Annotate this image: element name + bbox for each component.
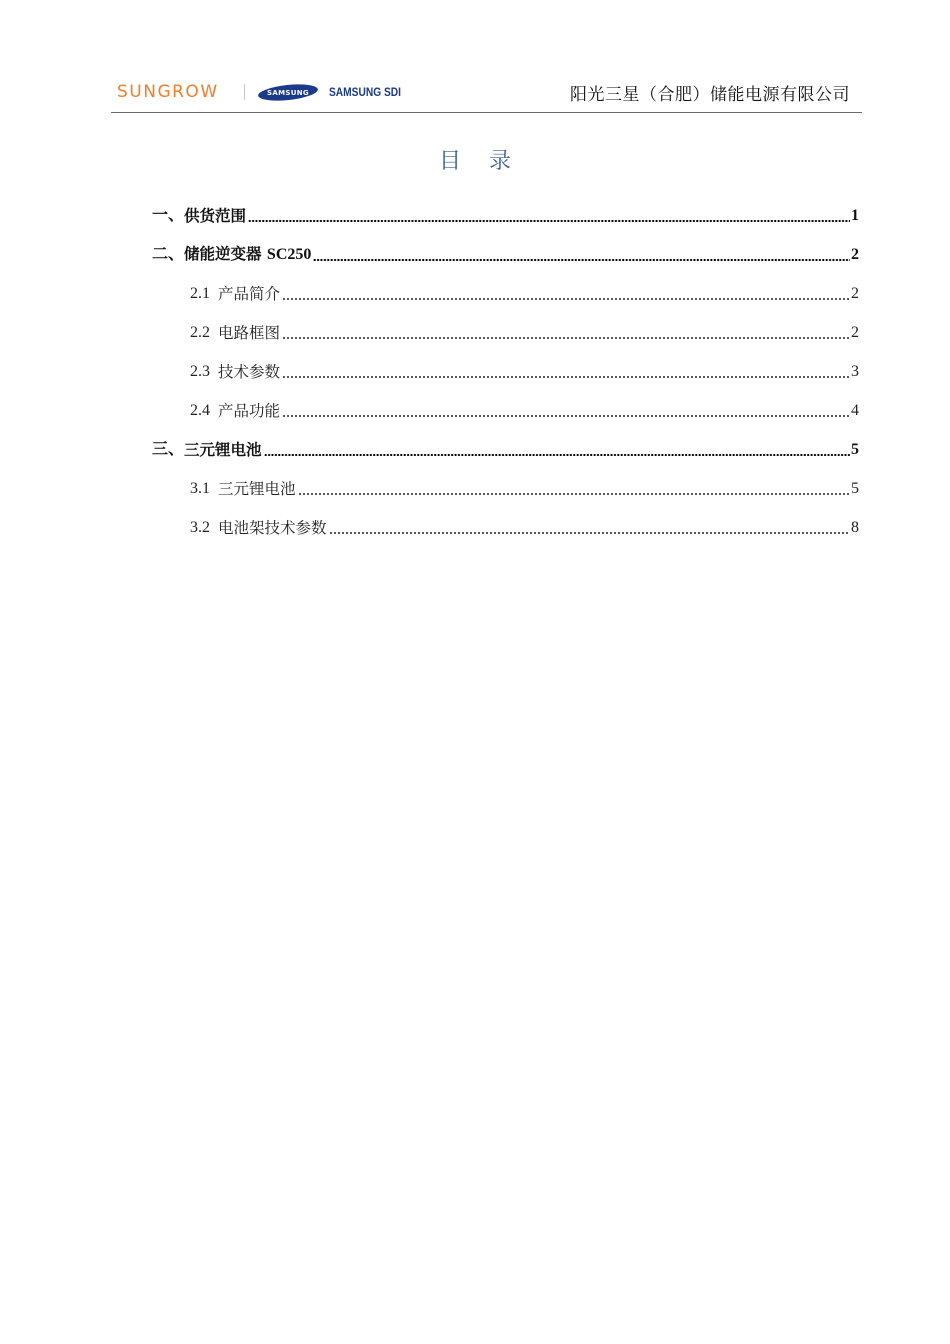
samsung-logo: [257, 82, 318, 103]
toc-entry-ternary-lithium-battery[interactable]: [152, 430, 859, 469]
dot-leader: [248, 205, 850, 227]
toc-title: [0, 146, 950, 178]
dot-leader: [282, 361, 850, 383]
toc-entry-product-intro[interactable]: [152, 274, 859, 313]
toc-entry-number: 3.1: [190, 479, 218, 497]
toc-list: [152, 196, 859, 547]
toc-entry-product-functions[interactable]: [152, 391, 859, 430]
toc-entry-page: 8: [851, 518, 859, 536]
toc-entry-number: 一、: [152, 206, 185, 224]
toc-entry-ternary-lithium-battery-sub[interactable]: [152, 469, 859, 508]
toc-entry-number: 2.3: [190, 362, 218, 380]
dot-leader: [282, 283, 850, 305]
toc-entry-label: 三元锂电池: [218, 479, 296, 498]
toc-entry-label: 产品简介: [218, 284, 281, 303]
sungrow-logo: SUNGROW: [117, 82, 219, 102]
samsung-sdi-logo: SAMSUNG SDI: [329, 85, 401, 99]
toc-entry-label: 技术参数: [218, 362, 281, 381]
toc-entry-label-cn: 储能逆变器: [184, 245, 267, 263]
toc-entry-supply-scope[interactable]: [152, 196, 859, 235]
toc-entry-number: 三、: [152, 440, 185, 458]
toc-entry-number: 2.4: [190, 401, 218, 419]
toc-entry-number: 2.2: [190, 323, 218, 341]
samsung-logo-text: SAMSUNG: [267, 88, 309, 97]
toc-entry-label-model: SC250: [266, 246, 312, 263]
toc-entry-number: 3.2: [190, 518, 218, 536]
toc-entry-page: 2: [851, 245, 859, 263]
dot-leader: [264, 439, 850, 461]
dot-leader: [282, 322, 850, 344]
dot-leader: [329, 517, 850, 539]
page-header: [111, 76, 862, 113]
toc-entry-label: 供货范围: [184, 206, 247, 225]
toc-entry-tech-params[interactable]: [152, 352, 859, 391]
dot-leader: [313, 244, 850, 266]
toc-title-part2: 录: [489, 149, 512, 174]
toc-entry-page: 5: [851, 479, 859, 497]
toc-entry-label: [184, 243, 311, 266]
toc-entry-page: 3: [851, 362, 859, 380]
toc-entry-number: 2.1: [190, 284, 218, 302]
toc-entry-page: 4: [851, 401, 859, 419]
toc-entry-label: 电路框图: [218, 323, 281, 342]
company-name: 阳光三星（合肥）储能电源有限公司: [570, 85, 850, 105]
toc-entry-label: 三元锂电池: [184, 440, 262, 459]
toc-entry-inverter-sc250[interactable]: [152, 235, 859, 274]
toc-entry-page: 2: [851, 323, 859, 341]
toc-entry-page: 1: [851, 206, 859, 224]
toc-entry-page: 2: [851, 284, 859, 302]
toc-entry-label: 产品功能: [218, 401, 281, 420]
logo-divider: [244, 84, 245, 100]
toc-entry-battery-rack-params[interactable]: [152, 508, 859, 547]
toc-entry-circuit-diagram[interactable]: [152, 313, 859, 352]
dot-leader: [282, 400, 850, 422]
dot-leader: [298, 478, 850, 500]
toc-entry-label: 电池架技术参数: [218, 518, 327, 537]
toc-title-part1: 目: [438, 149, 461, 174]
toc-entry-number: 二、: [152, 245, 185, 263]
toc-entry-page: 5: [851, 440, 859, 458]
